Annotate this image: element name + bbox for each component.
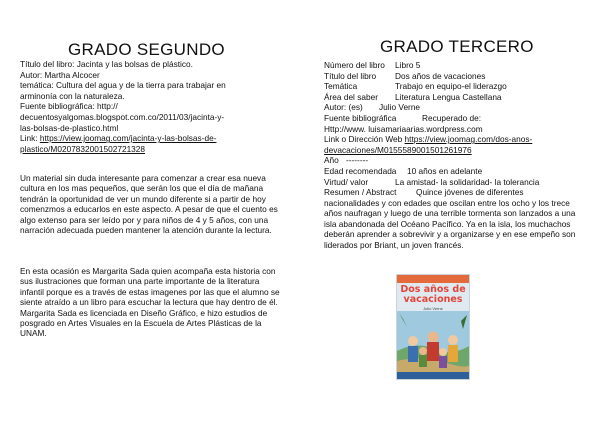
row-label: Número del libro <box>324 60 385 70</box>
row-value: Dos años de vacaciones <box>395 70 486 81</box>
source-url: Http://www. luisamariaarias.wordpress.com <box>324 123 483 134</box>
row-book-number <box>324 60 539 71</box>
row-label: Fuente bibliográfica <box>324 112 397 123</box>
row-source <box>324 113 539 124</box>
theme-line-cont: arminonía con la naturaleza. <box>20 90 125 101</box>
row-summary <box>324 187 539 198</box>
row-age <box>324 166 539 177</box>
row-label: Año <box>324 155 339 166</box>
row-value: 10 años en adelante <box>407 165 483 176</box>
row-label: Área del saber <box>324 91 378 102</box>
link-line <box>20 133 226 144</box>
cover-illustration <box>397 311 470 375</box>
row-value: Quince jóvenes de diferentes <box>416 187 524 198</box>
row-value: Julio Verne <box>379 102 421 113</box>
row-area <box>324 92 539 103</box>
row-year <box>324 155 539 166</box>
link-label: Link: <box>20 133 40 144</box>
row-author <box>324 102 539 113</box>
book-cover-image <box>396 274 470 380</box>
joomag-link[interactable]: https://view.joomag.com/dos-anos- <box>404 134 533 145</box>
summary-text: nacionalidades y con edades que oscilan entre los ocho y los trece años naufragan y luego de una terrible tormenta son lanzados a una isla abandonada del Océano Pacífico. Ya en la isla, los muchachos deberán aprender a sobrevivir y a organizarse y en ese empeño son liderados por Briant, un joven francés. <box>324 198 576 250</box>
grado-tercero-heading: GRADO TERCERO <box>380 37 534 56</box>
row-value: Libro 5 <box>395 60 421 70</box>
description-paragraph-1: Un material sin duda interesante para comenzar a crear esa nueva cultura en los mas pequeños, que serán los que el día de mañana tendrán la oportunidad de ver un mundo diferente si a partir de hoy comenzmos a educarlos en este aspecto. A pesar de que el cuento es algo extenso para ser leído por y para niños de 4 y 5 años, con una narración adecuada pueden mantener la atención durante la lectura. <box>20 173 278 236</box>
row-label: Temática <box>324 81 358 92</box>
row-label: Edad recomendada <box>324 165 397 176</box>
cover-title: Dos años de vacaciones <box>400 284 466 305</box>
book-info-block <box>20 59 226 154</box>
row-value: Recuperado de: <box>422 112 482 123</box>
book-title-line: Título del libro: Jacinta y las bolsas de plástico. <box>20 59 193 69</box>
source-line: Fuente bibliográfica: http:// <box>20 101 118 112</box>
link-label: Link o Dirección Web <box>324 134 405 145</box>
row-label: Resumen / Abstract <box>324 187 397 198</box>
row-value: La amistad- la solidaridad- la tolerancia <box>395 176 540 187</box>
joomag-link[interactable]: https://view.joomag.com/jacinta-y-las-bolsas-de- <box>39 133 217 144</box>
cover-author: Julio Verne <box>423 306 443 311</box>
row-virtue <box>324 177 539 188</box>
row-value: -------- <box>346 155 369 166</box>
joomag-link-cont[interactable]: devacaciones/M0155589001501261976 <box>324 144 472 155</box>
author-line: Autor: Martha Alcocer <box>20 69 100 80</box>
grado-segundo-heading: GRADO SEGUNDO <box>68 40 225 59</box>
source-url-line-cont: las-bolsas-de-plastico.html <box>20 122 119 133</box>
row-label: Título del libro <box>324 70 377 81</box>
joomag-link-cont[interactable]: plastico/M0207832001502721328 <box>20 143 146 154</box>
row-theme <box>324 81 539 92</box>
source-url-line: decuentosyalgomas.blogspot.com.co/2011/03/jacinta-y- <box>20 111 225 122</box>
row-book-title <box>324 71 539 82</box>
description-paragraph-2: En esta ocasión es Margarita Sada quien acompaña esta historia con sus ilustraciones que forman una parte importante de la literatura infantil porque es a través de estas imagenes por las que el alumno se siente atraído a un libro para escuchar la lectura que hay dentro de él. Margarita Sada es licenciada en Diseño Gráfico, e hizo estudios de posgrado en Artes Visuales en la Escuela de Artes Plásticas de la UNAM. <box>20 266 280 339</box>
book-info-table <box>324 60 539 198</box>
row-value: Trabajo en equipo-el liderazgo <box>395 81 507 92</box>
cover-top-band <box>397 275 469 283</box>
row-value: Literatura Lengua Castellana <box>395 91 502 102</box>
cover-bottom-band <box>397 372 469 379</box>
row-label: Autor: (es) <box>324 102 363 113</box>
row-label: Virtud/ valor <box>324 176 369 187</box>
link-line <box>324 134 539 145</box>
theme-line: temática: Cultura del agua y de la tierra para trabajar en <box>20 80 226 91</box>
